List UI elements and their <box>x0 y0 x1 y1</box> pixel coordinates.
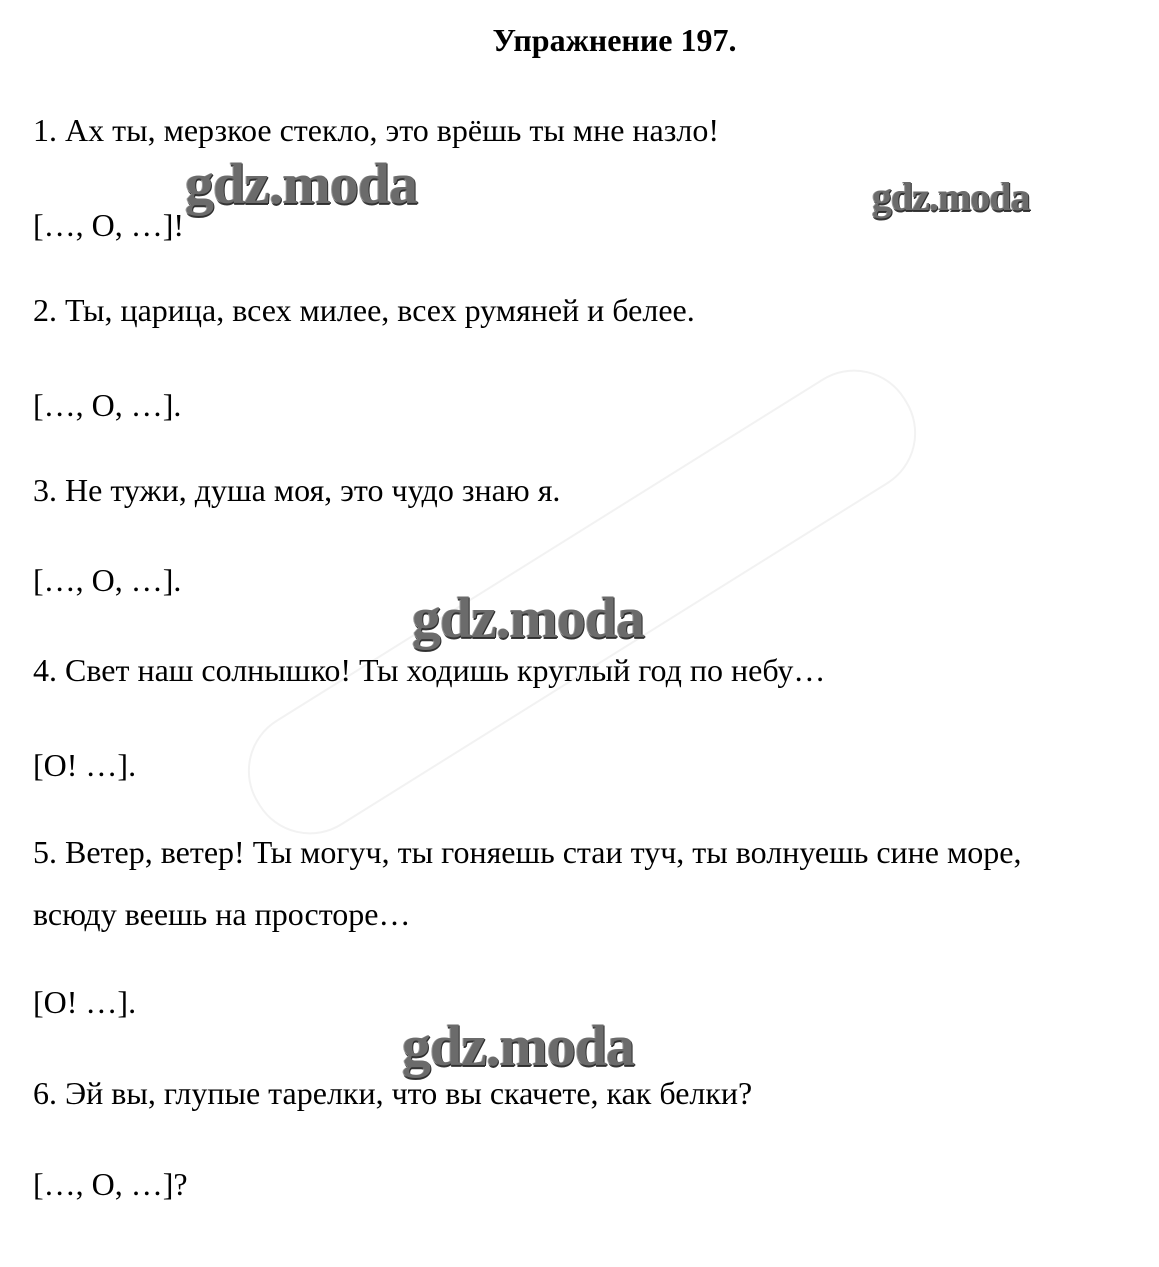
sentence-4: 4. Свет наш солнышко! Ты ходишь круглый год по небу… <box>33 652 826 688</box>
sentence-5: 5. Ветер, ветер! Ты могуч, ты гоняешь стаи туч, ты волнуешь сине море, <box>33 834 1022 870</box>
exercise-title: Упражнение 197. <box>492 22 737 58</box>
scheme-1: […, О, …]! <box>33 207 185 243</box>
sentence-5-continuation: всюду веешь на просторе… <box>33 896 411 932</box>
sentence-3: 3. Не тужи, душа моя, это чудо знаю я. <box>33 472 561 508</box>
scheme-4: [О! …]. <box>33 747 137 783</box>
watermark-gdz-moda: gdz.moda <box>412 585 645 650</box>
watermark-gdz-moda: gdz.moda <box>185 151 418 216</box>
watermark-gdz-moda: gdz.moda <box>872 174 1030 219</box>
scheme-6: […, О, …]? <box>33 1166 188 1202</box>
sentence-6: 6. Эй вы, глупые тарелки, что вы скачете, как белки? <box>33 1075 753 1111</box>
scheme-5: [О! …]. <box>33 984 137 1020</box>
scheme-2: […, О, …]. <box>33 387 182 423</box>
sentence-2: 2. Ты, царица, всех милее, всех румяней и белее. <box>33 292 695 328</box>
watermark-gdz-moda: gdz.moda <box>402 1013 635 1078</box>
sentence-1: 1. Ах ты, мерзкое стекло, это врёшь ты мне назло! <box>33 112 719 148</box>
scheme-3: […, О, …]. <box>33 562 182 598</box>
